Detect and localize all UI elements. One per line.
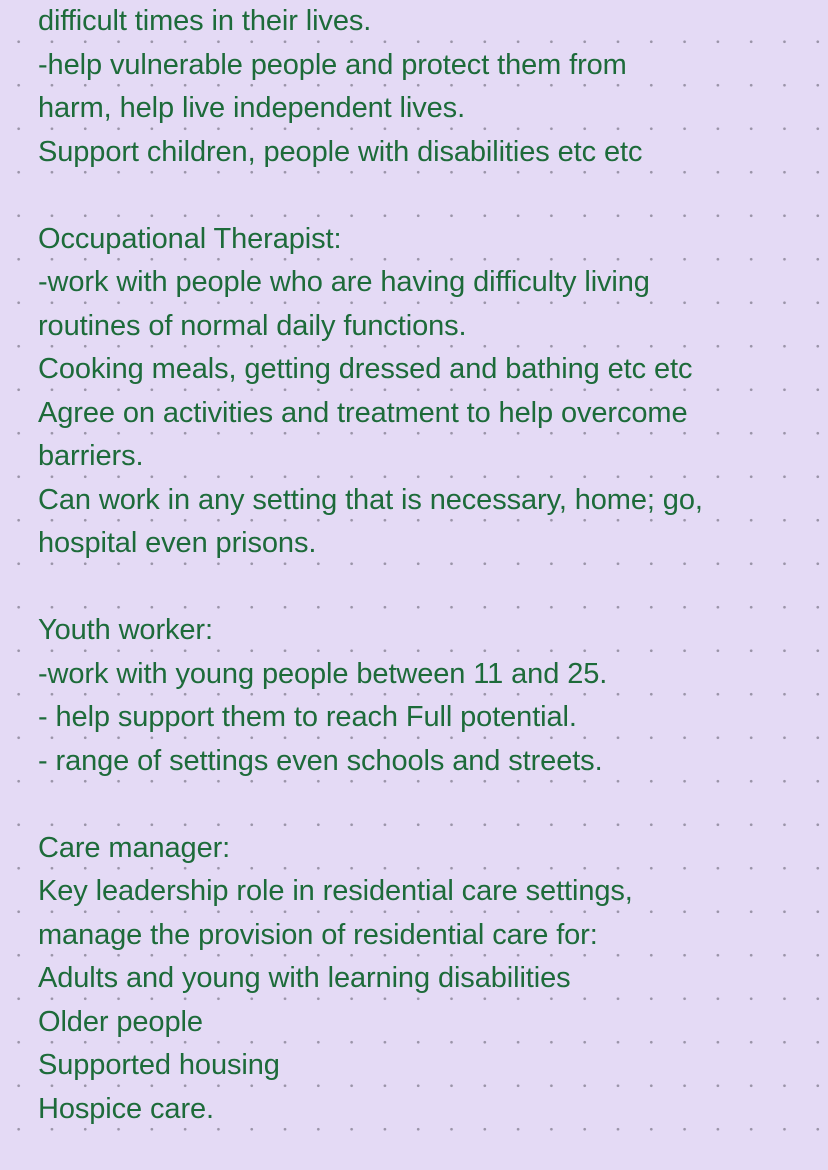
note-line: Supported housing — [38, 1049, 280, 1081]
note-line: routines of normal daily functions. — [38, 309, 467, 342]
note-line: -work with young people between 11 and 25. — [38, 657, 608, 690]
note-line: Older people — [38, 1005, 203, 1038]
section-heading-youth-worker: Youth worker: — [38, 614, 213, 646]
section-heading-occupational-therapist: Occupational Therapist: — [38, 222, 342, 255]
note-line: harm, help live independent lives. — [38, 92, 466, 124]
note-line: - range of settings even schools and streets. — [38, 744, 603, 777]
note-line: Hospice care. — [38, 1092, 214, 1125]
note-line: Adults and young with learning disabilities — [38, 962, 571, 994]
note-line: -work with people who are having difficulty living — [38, 266, 650, 298]
note-line: hospital even prisons. — [38, 527, 317, 559]
note-line: manage the provision of residential care for: — [38, 918, 598, 951]
note-line: Cooking meals, getting dressed and bathing etc etc — [38, 353, 693, 385]
note-line: -help vulnerable people and protect them from — [38, 48, 627, 81]
note-line: Support children, people with disabilities etc etc — [38, 135, 643, 168]
note-line: barriers. — [38, 440, 144, 472]
section-heading-care-manager: Care manager: — [38, 831, 231, 864]
note-line: - help support them to reach Full potential. — [38, 701, 577, 733]
note-line: Agree on activities and treatment to help overcome — [38, 396, 688, 429]
note-line: Key leadership role in residential care settings, — [38, 875, 633, 907]
note-line: Can work in any setting that is necessary, home; go, — [38, 483, 703, 516]
note-line: difficult times in their lives. — [38, 5, 372, 37]
